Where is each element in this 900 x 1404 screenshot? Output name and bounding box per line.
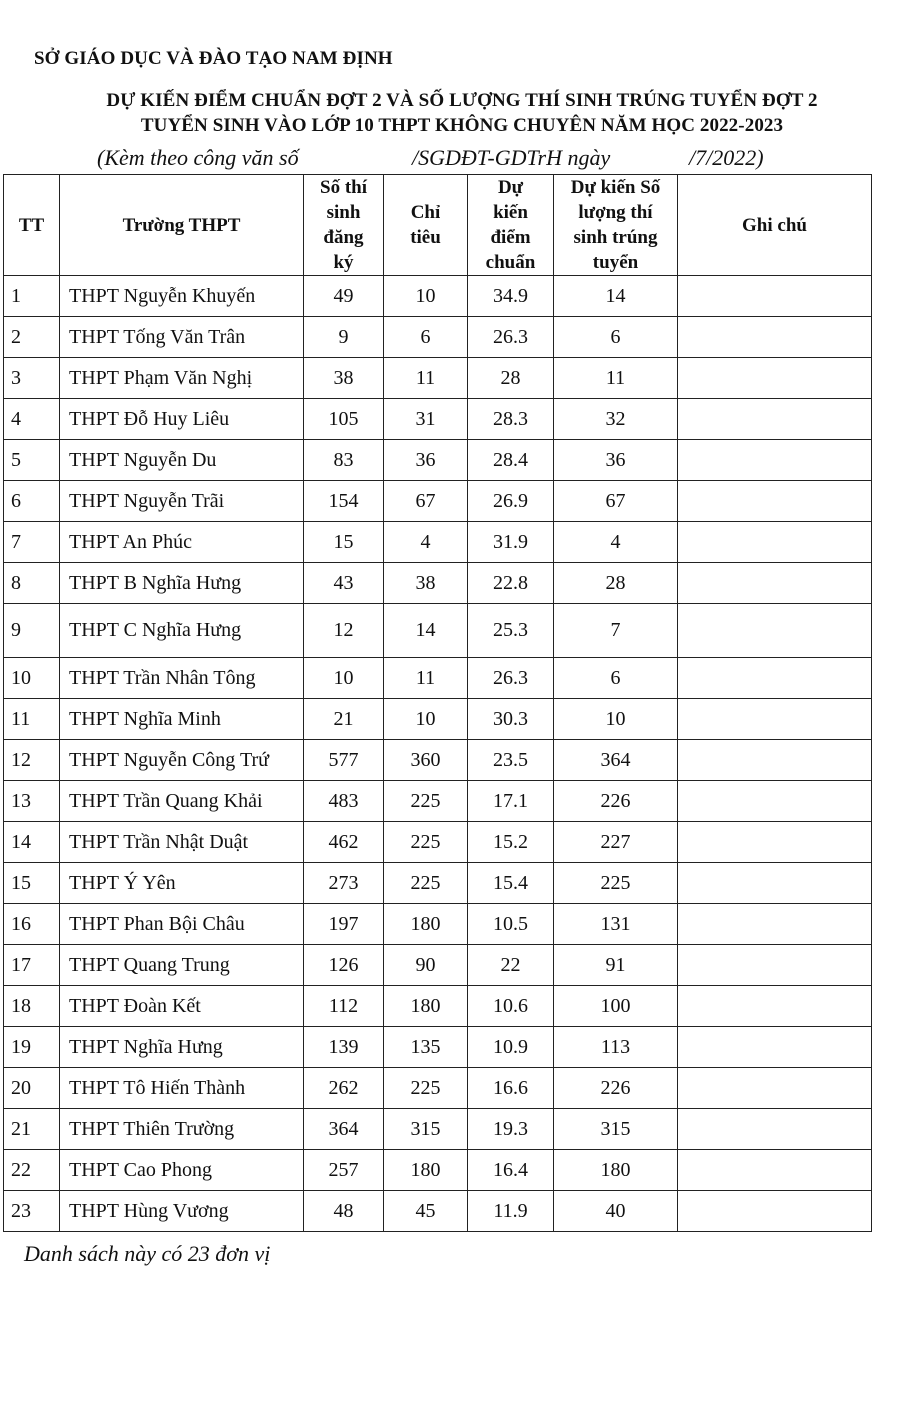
- table-row: [4, 699, 872, 740]
- row-number: 12: [4, 740, 60, 781]
- note-cell: [678, 317, 872, 358]
- school-name: THPT Nguyễn Khuyến: [60, 276, 304, 317]
- footer-note: Danh sách này có 23 đơn vị: [24, 1241, 271, 1266]
- row-number: 16: [4, 904, 60, 945]
- row-number: 13: [4, 781, 60, 822]
- registered-count: 112: [304, 986, 384, 1027]
- school-name: THPT Cao Phong: [60, 1150, 304, 1191]
- quota-count: 135: [384, 1027, 468, 1068]
- admitted-count: 11: [554, 358, 678, 399]
- cutoff-score: 10.5: [468, 904, 554, 945]
- admitted-count: 227: [554, 822, 678, 863]
- table-row: [4, 658, 872, 699]
- table-row: [4, 945, 872, 986]
- admitted-count: 6: [554, 658, 678, 699]
- quota-count: 180: [384, 1150, 468, 1191]
- header-line: đăng: [323, 227, 364, 248]
- registered-count: 257: [304, 1150, 384, 1191]
- row-number: 1: [4, 276, 60, 317]
- quota-count: 360: [384, 740, 468, 781]
- reference-part-2: /SGDĐT-GDTrH ngày: [412, 145, 611, 170]
- table-row: [4, 822, 872, 863]
- quota-count: 10: [384, 699, 468, 740]
- row-number: 21: [4, 1109, 60, 1150]
- cutoff-score: 19.3: [468, 1109, 554, 1150]
- registered-count: 43: [304, 563, 384, 604]
- quota-count: 67: [384, 481, 468, 522]
- row-number: 10: [4, 658, 60, 699]
- header-note: Ghi chú: [678, 175, 872, 276]
- admitted-count: 32: [554, 399, 678, 440]
- row-number: 3: [4, 358, 60, 399]
- table-row: [4, 863, 872, 904]
- school-name: THPT Nguyễn Công Trứ: [60, 740, 304, 781]
- school-name: THPT Trần Nhật Duật: [60, 822, 304, 863]
- school-name: THPT Trần Nhân Tông: [60, 658, 304, 699]
- table-row: [4, 604, 872, 658]
- admitted-count: 226: [554, 781, 678, 822]
- quota-count: 36: [384, 440, 468, 481]
- school-name: THPT Tô Hiến Thành: [60, 1068, 304, 1109]
- note-cell: [678, 399, 872, 440]
- registered-count: 364: [304, 1109, 384, 1150]
- registered-count: 197: [304, 904, 384, 945]
- cutoff-score: 28.4: [468, 440, 554, 481]
- note-cell: [678, 658, 872, 699]
- header-line: Dự kiến Số: [570, 177, 661, 198]
- school-name: THPT Hùng Vương: [60, 1191, 304, 1232]
- registered-count: 154: [304, 481, 384, 522]
- quota-count: 225: [384, 1068, 468, 1109]
- note-cell: [678, 781, 872, 822]
- cutoff-score: 26.9: [468, 481, 554, 522]
- row-number: 7: [4, 522, 60, 563]
- header-line: ký: [333, 252, 354, 273]
- table-row: [4, 904, 872, 945]
- document-title-line-1: DỰ KIẾN ĐIỂM CHUẨN ĐỢT 2 VÀ SỐ LƯỢNG THÍ SINH TRÚNG TUYỂN ĐỢT 2: [106, 90, 818, 111]
- table-row: [4, 1191, 872, 1232]
- note-cell: [678, 740, 872, 781]
- note-cell: [678, 276, 872, 317]
- quota-count: 10: [384, 276, 468, 317]
- reference-part-1: (Kèm theo công văn số: [97, 145, 299, 170]
- quota-count: 45: [384, 1191, 468, 1232]
- school-name: THPT Nguyễn Trãi: [60, 481, 304, 522]
- row-number: 19: [4, 1027, 60, 1068]
- registered-count: 577: [304, 740, 384, 781]
- row-number: 14: [4, 822, 60, 863]
- registered-count: 462: [304, 822, 384, 863]
- note-cell: [678, 1109, 872, 1150]
- admitted-count: 180: [554, 1150, 678, 1191]
- header-registered: [304, 175, 384, 276]
- quota-count: 31: [384, 399, 468, 440]
- table-row: [4, 1109, 872, 1150]
- cutoff-score: 31.9: [468, 522, 554, 563]
- cutoff-score: 26.3: [468, 658, 554, 699]
- note-cell: [678, 358, 872, 399]
- header-line: kiến: [493, 202, 528, 223]
- admitted-count: 131: [554, 904, 678, 945]
- table-body: [4, 276, 872, 1232]
- note-cell: [678, 904, 872, 945]
- note-cell: [678, 945, 872, 986]
- school-name: THPT Tống Văn Trân: [60, 317, 304, 358]
- quota-count: 180: [384, 904, 468, 945]
- admitted-count: 28: [554, 563, 678, 604]
- quota-count: 38: [384, 563, 468, 604]
- cutoff-score: 10.9: [468, 1027, 554, 1068]
- note-cell: [678, 481, 872, 522]
- note-cell: [678, 863, 872, 904]
- school-name: THPT Đoàn Kết: [60, 986, 304, 1027]
- school-name: THPT B Nghĩa Hưng: [60, 563, 304, 604]
- cutoff-score: 23.5: [468, 740, 554, 781]
- note-cell: [678, 563, 872, 604]
- table-row: [4, 986, 872, 1027]
- quota-count: 90: [384, 945, 468, 986]
- agency-name: SỞ GIÁO DỤC VÀ ĐÀO TẠO NAM ĐỊNH: [34, 48, 393, 69]
- school-name: THPT Phan Bội Châu: [60, 904, 304, 945]
- quota-count: 6: [384, 317, 468, 358]
- admitted-count: 67: [554, 481, 678, 522]
- cutoff-score: 16.6: [468, 1068, 554, 1109]
- admitted-count: 226: [554, 1068, 678, 1109]
- school-name: THPT C Nghĩa Hưng: [60, 604, 304, 658]
- row-number: 20: [4, 1068, 60, 1109]
- header-line: Chỉ: [410, 202, 441, 223]
- header-line: tiêu: [410, 227, 441, 248]
- admitted-count: 364: [554, 740, 678, 781]
- admitted-count: 14: [554, 276, 678, 317]
- reference-part-3: /7/2022): [689, 145, 764, 170]
- table-row: [4, 563, 872, 604]
- note-cell: [678, 604, 872, 658]
- registered-count: 49: [304, 276, 384, 317]
- cutoff-score: 34.9: [468, 276, 554, 317]
- cutoff-score: 26.3: [468, 317, 554, 358]
- header-quota: [384, 175, 468, 276]
- registered-count: 483: [304, 781, 384, 822]
- admitted-count: 6: [554, 317, 678, 358]
- admitted-count: 7: [554, 604, 678, 658]
- row-number: 5: [4, 440, 60, 481]
- row-number: 2: [4, 317, 60, 358]
- school-name: THPT Ý Yên: [60, 863, 304, 904]
- header-line: sinh trúng: [573, 227, 658, 248]
- table-row: [4, 276, 872, 317]
- school-name: THPT Phạm Văn Nghị: [60, 358, 304, 399]
- school-name: THPT Nghĩa Hưng: [60, 1027, 304, 1068]
- cutoff-score: 16.4: [468, 1150, 554, 1191]
- note-cell: [678, 1027, 872, 1068]
- quota-count: 225: [384, 863, 468, 904]
- quota-count: 14: [384, 604, 468, 658]
- row-number: 18: [4, 986, 60, 1027]
- registered-count: 9: [304, 317, 384, 358]
- table-row: [4, 781, 872, 822]
- admitted-count: 100: [554, 986, 678, 1027]
- admitted-count: 10: [554, 699, 678, 740]
- quota-count: 11: [384, 658, 468, 699]
- admitted-count: 36: [554, 440, 678, 481]
- cutoff-score: 22.8: [468, 563, 554, 604]
- quota-count: 11: [384, 358, 468, 399]
- school-name: THPT Nghĩa Minh: [60, 699, 304, 740]
- table-row: [4, 522, 872, 563]
- registered-count: 83: [304, 440, 384, 481]
- note-cell: [678, 1150, 872, 1191]
- cutoff-score: 15.2: [468, 822, 554, 863]
- header-school: Trường THPT: [60, 175, 304, 276]
- table-row: [4, 1150, 872, 1191]
- header-cutoff: [468, 175, 554, 276]
- table-row: [4, 399, 872, 440]
- registered-count: 38: [304, 358, 384, 399]
- school-name: THPT Quang Trung: [60, 945, 304, 986]
- row-number: 17: [4, 945, 60, 986]
- note-cell: [678, 440, 872, 481]
- registered-count: 139: [304, 1027, 384, 1068]
- registered-count: 126: [304, 945, 384, 986]
- note-cell: [678, 1068, 872, 1109]
- cutoff-score: 30.3: [468, 699, 554, 740]
- registered-count: 273: [304, 863, 384, 904]
- note-cell: [678, 522, 872, 563]
- note-cell: [678, 986, 872, 1027]
- school-name: THPT Thiên Trường: [60, 1109, 304, 1150]
- admitted-count: 4: [554, 522, 678, 563]
- school-name: THPT An Phúc: [60, 522, 304, 563]
- row-number: 4: [4, 399, 60, 440]
- row-number: 9: [4, 604, 60, 658]
- admitted-count: 315: [554, 1109, 678, 1150]
- school-name: THPT Trần Quang Khải: [60, 781, 304, 822]
- header-line: Dự: [497, 177, 524, 198]
- table-row: [4, 1068, 872, 1109]
- quota-count: 225: [384, 781, 468, 822]
- admitted-count: 113: [554, 1027, 678, 1068]
- cutoff-score: 28.3: [468, 399, 554, 440]
- registered-count: 10: [304, 658, 384, 699]
- note-cell: [678, 1191, 872, 1232]
- registered-count: 12: [304, 604, 384, 658]
- cutoff-score: 28: [468, 358, 554, 399]
- admitted-count: 40: [554, 1191, 678, 1232]
- header-line: điểm: [490, 227, 531, 248]
- cutoff-score: 17.1: [468, 781, 554, 822]
- header-line: sinh: [326, 202, 361, 223]
- table-header-row: [4, 175, 872, 276]
- note-cell: [678, 822, 872, 863]
- table-row: [4, 481, 872, 522]
- registered-count: 48: [304, 1191, 384, 1232]
- table-row: [4, 440, 872, 481]
- admitted-count: 225: [554, 863, 678, 904]
- admission-table: [3, 174, 872, 1232]
- admitted-count: 91: [554, 945, 678, 986]
- cutoff-score: 10.6: [468, 986, 554, 1027]
- registered-count: 262: [304, 1068, 384, 1109]
- school-name: THPT Nguyễn Du: [60, 440, 304, 481]
- quota-count: 180: [384, 986, 468, 1027]
- quota-count: 225: [384, 822, 468, 863]
- cutoff-score: 11.9: [468, 1191, 554, 1232]
- row-number: 6: [4, 481, 60, 522]
- header-line: lượng thí: [578, 202, 653, 223]
- row-number: 22: [4, 1150, 60, 1191]
- table-row: [4, 317, 872, 358]
- row-number: 23: [4, 1191, 60, 1232]
- cutoff-score: 15.4: [468, 863, 554, 904]
- header-line: chuẩn: [485, 252, 536, 273]
- registered-count: 15: [304, 522, 384, 563]
- cutoff-score: 25.3: [468, 604, 554, 658]
- note-cell: [678, 699, 872, 740]
- table-row: [4, 1027, 872, 1068]
- registered-count: 21: [304, 699, 384, 740]
- table-row: [4, 740, 872, 781]
- header-line: Số thí: [320, 177, 367, 198]
- header-tt: TT: [4, 175, 60, 276]
- registered-count: 105: [304, 399, 384, 440]
- row-number: 11: [4, 699, 60, 740]
- header-line: tuyển: [592, 252, 639, 273]
- table-row: [4, 358, 872, 399]
- row-number: 8: [4, 563, 60, 604]
- cutoff-score: 22: [468, 945, 554, 986]
- document-title-line-2: TUYỂN SINH VÀO LỚP 10 THPT KHÔNG CHUYÊN NĂM HỌC 2022-2023: [140, 115, 784, 136]
- school-name: THPT Đỗ Huy Liêu: [60, 399, 304, 440]
- row-number: 15: [4, 863, 60, 904]
- quota-count: 315: [384, 1109, 468, 1150]
- quota-count: 4: [384, 522, 468, 563]
- header-admitted: [554, 175, 678, 276]
